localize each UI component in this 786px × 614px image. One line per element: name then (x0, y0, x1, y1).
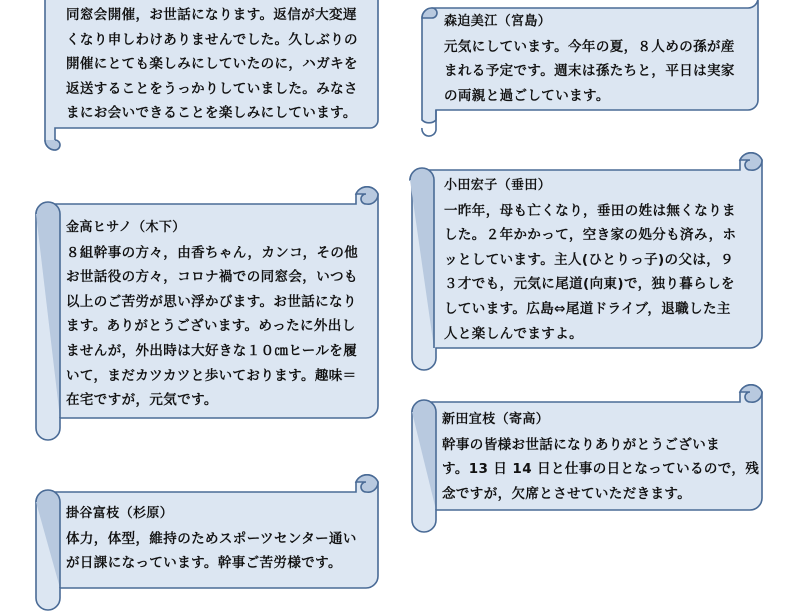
message-line: 返送することをうっかりしていました。みなさ (66, 80, 358, 97)
message-line: ッとしています。主人(ひとりっ子)の父は，９ (444, 251, 735, 268)
message-line: お世話役の方々，コロナ禍での同窓会，いつも (66, 269, 358, 286)
author-name: 森迫美江（宮島） (444, 14, 552, 29)
message-line: 以上のご苦労が思い浮かびます。お世話になり (66, 293, 357, 310)
message-text (66, 216, 358, 413)
message-line: す。13 日 14 日と仕事の日となっているので，残 (442, 461, 760, 478)
message-scroll-moriseko (410, 0, 766, 134)
author-name: 新田宜枝（寄高） (442, 412, 550, 427)
message-text (444, 174, 736, 346)
message-line: 在宅ですが，元気です。 (66, 392, 218, 409)
message-line: 同窓会開催，お世話になります。返信が大変遅 (66, 7, 357, 23)
message-line: 念ですが，欠席とさせていただきます。 (442, 485, 692, 502)
message-line: 一昨年，母も亡くなり，垂田の姓は無くなりま (444, 202, 736, 219)
author-name: 金高ヒサノ（木下） (66, 220, 186, 235)
message-line: 人と楽しんでますよ。 (444, 325, 583, 342)
author-name: 小田宏子（垂田） (444, 178, 552, 193)
message-scroll-1 (30, 0, 380, 152)
message-line: が日課になっています。幹事ご苦労様です。 (66, 555, 342, 572)
message-scroll-oda (410, 146, 766, 372)
message-line: 幹事の皆様お世話になりありがとうございま (442, 436, 720, 453)
message-line: しています。広島⇔尾道ドライブ，退職した主 (444, 300, 731, 317)
message-line: の両親と過ごしています。 (444, 87, 610, 104)
message-line: まにお会いできることを楽しみにしています。 (66, 105, 357, 122)
message-line: 元気にしています。今年の夏，８人めの孫が産 (444, 38, 735, 55)
message-scroll-nitta (410, 380, 766, 536)
message-text (442, 408, 759, 506)
message-line: した。２年かかって，空き家の処分も済み，ホ (444, 227, 737, 244)
message-line: ます。ありがとうございます。めったに外出し (66, 318, 356, 335)
message-line: ３才でも，元気に尾道(向東)で，独り暮らしを (444, 276, 735, 293)
message-text (444, 10, 735, 108)
message-line: ８組幹事の方々，由香ちゃん，カンコ，その他 (66, 244, 359, 261)
message-line: まれる予定です。週末は孫たちと，平日は実家 (444, 63, 735, 80)
message-line: くなり申しわけありませんでした。久しぶりの (66, 31, 358, 48)
message-scroll-kanetaka (34, 180, 382, 442)
message-text (66, 502, 357, 576)
message-scroll-kakeya (34, 468, 382, 612)
message-line: ませんが，外出時は大好きな１０㎝ヒールを履 (66, 342, 358, 359)
message-line: 開催にとても楽しみにしていたのに，ハガキを (66, 56, 358, 73)
message-text (66, 3, 358, 126)
message-line: いて，まだカツカツと歩いております。趣味＝ (66, 367, 357, 384)
message-line: 体力，体型，維持のためスポーツセンター通い (66, 530, 357, 547)
author-name: 掛谷富枝（杉原） (66, 506, 174, 521)
